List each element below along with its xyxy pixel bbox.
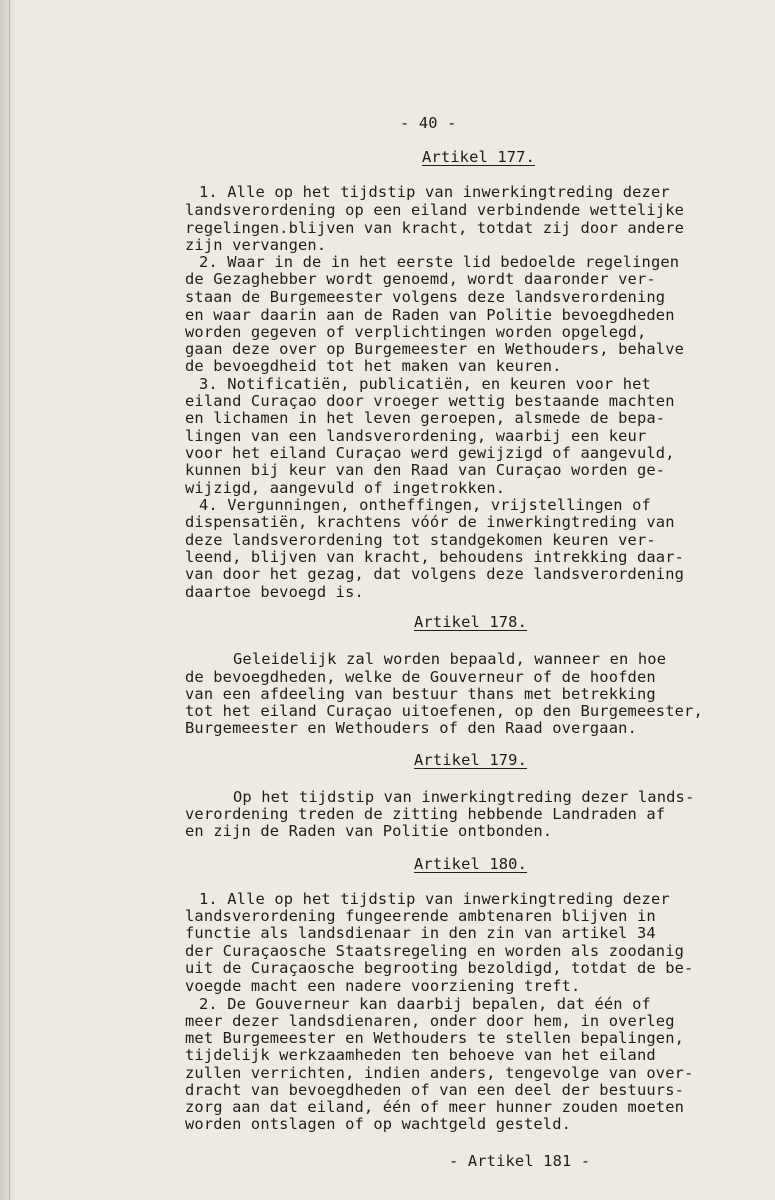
article-177-line: wijzigd, aangevuld of ingetrokken. (185, 479, 506, 497)
article-177-line: 3. Notificatiën, publicatiën, en keuren voor het (199, 375, 651, 393)
article-180-line: worden ontslagen of op wachtgeld gesteld. (185, 1115, 572, 1133)
article-179-heading: Artikel 179. (414, 751, 527, 769)
article-178-line: van een afdeeling van bestuur thans met betrekking (185, 685, 656, 703)
article-177-line: zijn vervangen. (185, 236, 327, 254)
article-177-line: dispensatiën, krachtens vóór de inwerkingtreding van (185, 513, 675, 531)
article-180-line: voegde macht een nadere voorziening treft. (185, 977, 581, 995)
article-177-line: de bevoegdheid tot het maken van keuren. (185, 357, 562, 375)
article-180-line: functie als landsdienaar in den zin van artikel 34 (185, 924, 656, 942)
article-177-line: deze landsverordening tot standgekomen keuren ver- (185, 531, 656, 549)
article-177-line: voor het eiland Curaçao werd gewijzigd of aangevuld, (185, 444, 675, 462)
article-177-line: regelingen.blijven van kracht, totdat zij door andere (185, 219, 685, 237)
article-180-line: dracht van bevoegdheden of van een deel der bestuurs- (185, 1081, 685, 1099)
article-177-line: daartoe bevoegd is. (185, 583, 364, 601)
article-180-heading: Artikel 180. (414, 855, 527, 873)
article-177-line: de Gezaghebber wordt genoemd, wordt daaronder ver- (185, 270, 656, 288)
article-177-line: landsverordening op een eiland verbindende wettelijke (185, 201, 685, 219)
article-178-heading: Artikel 178. (414, 613, 527, 631)
article-177-line: gaan deze over op Burgemeester en Wethouders, behalve (185, 340, 685, 358)
article-178-line: Geleidelijk zal worden bepaald, wanneer en hoe (233, 650, 667, 668)
catchword: - Artikel 181 - (449, 1152, 591, 1170)
article-177-line: van door het gezag, dat volgens deze landsverordening (185, 565, 685, 583)
page-number: - 40 - (400, 114, 457, 132)
article-177-line: 4. Vergunningen, ontheffingen, vrijstellingen of (199, 496, 651, 514)
article-177-line: leend, blijven van kracht, behoudens intrekking daar- (185, 548, 685, 566)
article-177-line: eiland Curaçao door vroeger wettig bestaande machten (185, 392, 675, 410)
article-177-line: kunnen bij keur van den Raad van Curaçao worden ge- (185, 461, 666, 479)
article-177-line: 1. Alle op het tijdstip van inwerkingtreding dezer (199, 183, 670, 201)
article-177-line: en lichamen in het leven geroepen, alsmede de bepa- (185, 409, 666, 427)
article-179-line: verordening treden de zitting hebbende Landraden af (185, 805, 666, 823)
article-180-line: zullen verrichten, indien anders, tengevolge van over- (185, 1064, 694, 1082)
article-177-heading: Artikel 177. (422, 148, 535, 166)
article-177-line: 2. Waar in de in het eerste lid bedoelde regelingen (199, 253, 680, 271)
article-180-line: 1. Alle op het tijdstip van inwerkingtreding dezer (199, 890, 670, 908)
article-177-line: staan de Burgemeester volgens deze landsverordening (185, 288, 666, 306)
article-177-line: worden gegeven of verplichtingen worden opgelegd, (185, 323, 647, 341)
article-179-line: en zijn de Raden van Politie ontbonden. (185, 822, 553, 840)
article-180-line: landsverordening fungeerende ambtenaren blijven in (185, 907, 656, 925)
article-180-line: meer dezer landsdienaren, onder door hem, in overleg (185, 1012, 675, 1030)
article-178-line: tot het eiland Curaçao uitoefenen, op den Burgemeester, (185, 702, 703, 720)
article-180-line: der Curaçaosche Staatsregeling en worden als zoodanig (185, 942, 685, 960)
article-177-line: en waar daarin aan de Raden van Politie bevoegdheden (185, 306, 675, 324)
article-178-line: de bevoegdheden, welke de Gouverneur of de hoofden (185, 668, 656, 686)
article-180-line: met Burgemeester en Wethouders te stellen bepalingen, (185, 1029, 685, 1047)
article-180-line: 2. De Gouverneur kan daarbij bepalen, dat één of (199, 995, 651, 1013)
article-180-line: uit de Curaçaosche begrooting bezoldigd, totdat de be- (185, 959, 694, 977)
article-178-line: Burgemeester en Wethouders of den Raad overgaan. (185, 719, 637, 737)
article-180-line: tijdelijk werkzaamheden ten behoeve van het eiland (185, 1046, 656, 1064)
article-179-line: Op het tijdstip van inwerkingtreding dezer lands- (233, 788, 695, 806)
article-177-line: lingen van een landsverordening, waarbij een keur (185, 427, 647, 445)
article-180-line: zorg aan dat eiland, één of meer hunner zouden moeten (185, 1098, 685, 1116)
